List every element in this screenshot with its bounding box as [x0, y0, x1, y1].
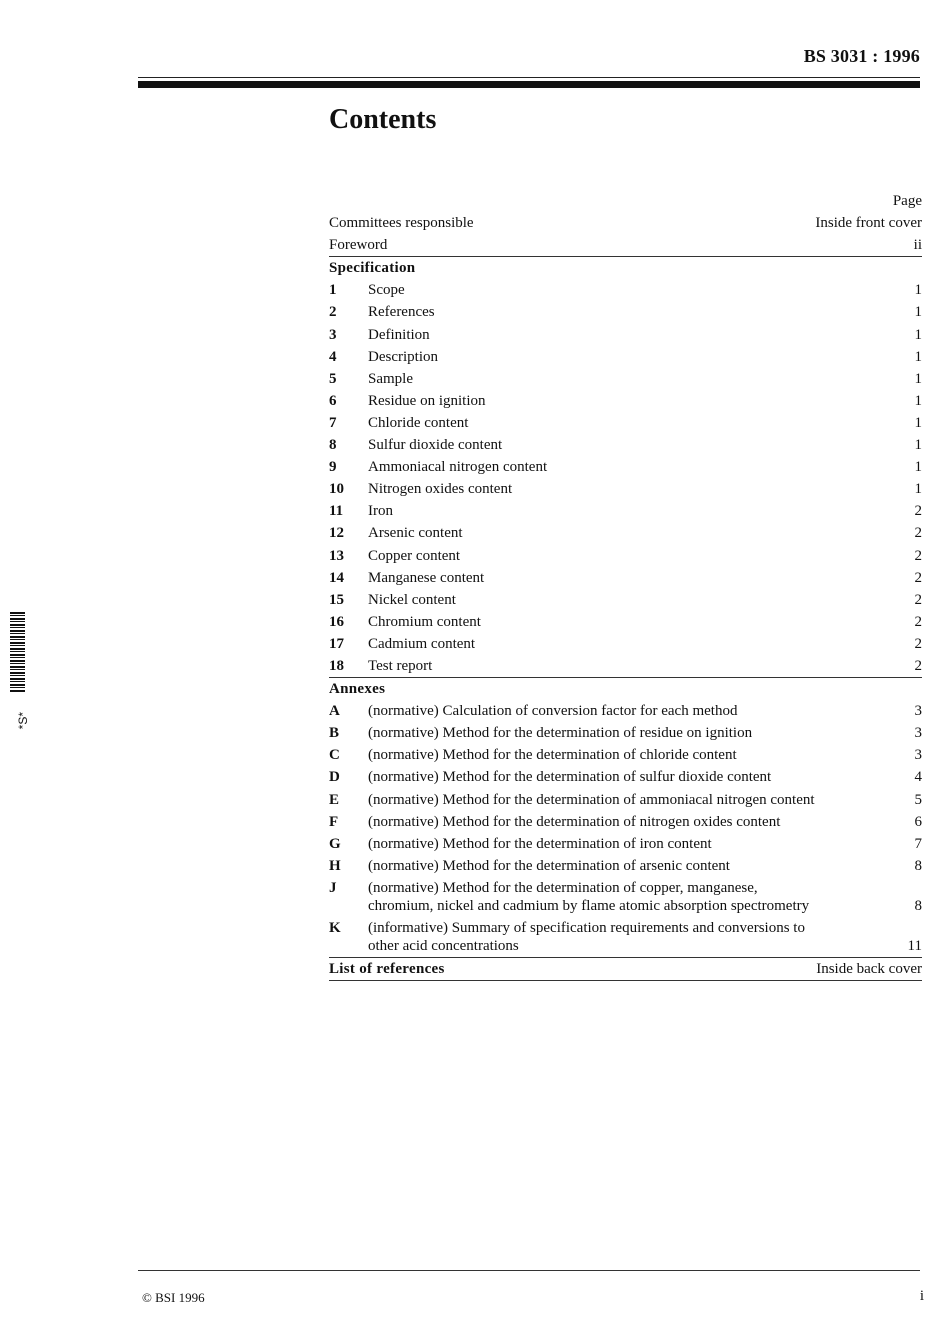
entry-title: Ammoniacal nitrogen content	[368, 459, 548, 476]
entry-number: 15	[329, 591, 344, 608]
page-title: Contents	[329, 104, 437, 135]
toc-entry-annex-k[interactable]	[329, 917, 922, 957]
entry-number: 1	[329, 282, 337, 299]
entry-title: Committees responsible	[329, 215, 474, 232]
entry-number: 4	[329, 348, 337, 365]
entry-title-line-2: other acid concentrations	[368, 937, 519, 954]
entry-title: List of references	[329, 960, 445, 977]
header-rule-thick	[138, 81, 920, 88]
entry-title: Arsenic content	[368, 525, 463, 542]
toc-entry-annex[interactable]	[329, 744, 922, 766]
toc-section-specification	[329, 256, 922, 279]
toc-entry-annex[interactable]	[329, 789, 922, 811]
entry-title: Scope	[368, 282, 405, 299]
entry-page: 6	[914, 813, 922, 830]
toc-entry-clause[interactable]	[329, 412, 922, 434]
document-id: BS 3031 : 1996	[803, 46, 920, 66]
entry-page: 5	[914, 791, 922, 808]
entry-number: 10	[329, 481, 344, 498]
entry-page: 2	[914, 569, 922, 586]
section-heading: Annexes	[329, 681, 386, 698]
entry-page: 1	[914, 304, 922, 321]
entry-title: (normative) Calculation of conversion factor for each method	[368, 703, 738, 720]
entry-page: 1	[914, 326, 922, 343]
entry-page: 2	[914, 525, 922, 542]
toc-section-annexes	[329, 677, 922, 700]
toc-page-heading: Page	[892, 193, 922, 209]
entry-title-line-1: (informative) Summary of specification requirements and conversions to	[368, 919, 805, 936]
entry-number: 6	[329, 392, 337, 409]
entry-title: Chromium content	[368, 613, 481, 630]
entry-title: Manganese content	[368, 569, 485, 586]
entry-page: 3	[914, 725, 922, 742]
entry-page: 2	[914, 591, 922, 608]
margin-barcode	[10, 612, 25, 692]
entry-number: B	[329, 725, 340, 742]
entry-title: Nickel content	[368, 591, 456, 608]
entry-page: 11	[907, 937, 922, 954]
toc-entry-clause[interactable]	[329, 324, 922, 346]
footer-rule	[138, 1270, 920, 1271]
entry-page: 8	[914, 857, 922, 874]
toc-entry-annex-j[interactable]	[329, 877, 922, 917]
toc-entry-clause[interactable]	[329, 500, 922, 522]
entry-number: 3	[329, 326, 337, 343]
toc-entry-annex[interactable]	[329, 766, 922, 788]
entry-number: 9	[329, 459, 337, 476]
footer-page-number: i	[919, 1288, 924, 1304]
entry-number: C	[329, 747, 340, 764]
header-rule-thin	[138, 77, 920, 78]
entry-title-line-2: chromium, nickel and cadmium by flame atomic absorption spectrometry	[368, 897, 810, 914]
toc-entry-clause[interactable]	[329, 655, 922, 677]
entry-number: 14	[329, 569, 344, 586]
entry-number: J	[329, 879, 337, 896]
entry-number: E	[329, 791, 340, 808]
entry-page: 2	[914, 657, 922, 674]
entry-title: Definition	[368, 326, 430, 343]
entry-number: 13	[329, 547, 344, 564]
entry-page: 1	[914, 437, 922, 454]
entry-title-line-1: (normative) Method for the determination of copper, manganese,	[368, 879, 758, 896]
entry-number: 12	[329, 525, 344, 542]
entry-title: Test report	[368, 657, 433, 674]
toc-entry-annex[interactable]	[329, 811, 922, 833]
entry-title: Sulfur dioxide content	[368, 437, 503, 454]
entry-page: 1	[914, 414, 922, 431]
toc-entry-front[interactable]	[329, 212, 922, 234]
entry-page: 4	[914, 769, 922, 786]
entry-title: (normative) Method for the determination of ammoniacal nitrogen content	[368, 791, 815, 808]
entry-title: Chloride content	[368, 414, 469, 431]
entry-page: 3	[914, 747, 922, 764]
entry-title: (normative) Method for the determination of sulfur dioxide content	[368, 769, 772, 786]
entry-number: 7	[329, 414, 337, 431]
toc-entry-clause[interactable]	[329, 611, 922, 633]
toc-entry-clause[interactable]	[329, 279, 922, 301]
entry-page: 2	[914, 547, 922, 564]
entry-number: A	[329, 703, 340, 720]
entry-number: D	[329, 769, 340, 786]
entry-number: F	[329, 813, 339, 830]
toc-entry-references[interactable]	[329, 957, 922, 981]
table-of-contents	[329, 190, 922, 981]
entry-page: 8	[914, 897, 922, 914]
entry-page: 1	[914, 348, 922, 365]
toc-entry-clause[interactable]	[329, 456, 922, 478]
toc-entry-clause[interactable]	[329, 301, 922, 323]
section-heading: Specification	[329, 260, 416, 277]
entry-title: Cadmium content	[368, 635, 476, 652]
toc-entry-front[interactable]	[329, 234, 922, 256]
entry-title: (normative) Method for the determination of residue on ignition	[368, 725, 753, 742]
entry-page: 1	[914, 481, 922, 498]
entry-number: 17	[329, 635, 344, 652]
entry-page: 2	[914, 503, 922, 520]
entry-number: 5	[329, 370, 337, 387]
toc-entry-annex[interactable]	[329, 855, 922, 877]
entry-title: Iron	[368, 503, 393, 520]
toc-entry-clause[interactable]	[329, 390, 922, 412]
toc-entry-clause[interactable]	[329, 522, 922, 544]
entry-number: 2	[329, 304, 337, 321]
entry-title: Description	[368, 348, 438, 365]
entry-title: (normative) Method for the determination of nitrogen oxides content	[368, 813, 781, 830]
entry-title: (normative) Method for the determination of arsenic content	[368, 857, 730, 874]
entry-page: Inside front cover	[815, 215, 922, 232]
toc-entry-clause[interactable]	[329, 633, 922, 655]
toc-entry-clause[interactable]	[329, 545, 922, 567]
entry-title	[368, 919, 892, 955]
entry-page: 7	[914, 835, 922, 852]
toc-entry-clause[interactable]	[329, 434, 922, 456]
entry-title: Copper content	[368, 547, 461, 564]
entry-page: 1	[914, 370, 922, 387]
toc-entry-clause[interactable]	[329, 368, 922, 390]
toc-entry-annex[interactable]	[329, 722, 922, 744]
footer-copyright: © BSI 1996	[142, 1290, 205, 1305]
entry-title: Sample	[368, 370, 413, 387]
entry-number: K	[329, 919, 341, 936]
entry-page: ii	[913, 237, 922, 254]
entry-page: 1	[914, 459, 922, 476]
entry-number: 16	[329, 613, 344, 630]
entry-page: 2	[914, 613, 922, 630]
entry-title: Nitrogen oxides content	[368, 481, 513, 498]
toc-entry-annex[interactable]	[329, 833, 922, 855]
margin-code: *S*	[16, 712, 30, 730]
entry-title: Foreword	[329, 237, 388, 254]
toc-entry-clause[interactable]	[329, 346, 922, 368]
entry-number: 18	[329, 657, 344, 674]
entry-page: 2	[914, 635, 922, 652]
entry-number: H	[329, 857, 341, 874]
entry-number: G	[329, 835, 341, 852]
toc-entry-clause[interactable]	[329, 478, 922, 500]
toc-entry-clause[interactable]	[329, 589, 922, 611]
toc-entry-annex[interactable]	[329, 700, 922, 722]
entry-title: References	[368, 304, 435, 321]
toc-entry-clause[interactable]	[329, 567, 922, 589]
entry-title	[368, 879, 892, 915]
entry-number: 11	[329, 503, 344, 520]
entry-page: 3	[914, 703, 922, 720]
entry-page: 1	[914, 282, 922, 299]
entry-page: Inside back cover	[816, 960, 922, 977]
entry-number: 8	[329, 437, 337, 454]
toc-page-heading-row	[329, 190, 922, 212]
entry-title: (normative) Method for the determination of iron content	[368, 835, 712, 852]
entry-title: (normative) Method for the determination of chloride content	[368, 747, 737, 764]
entry-title: Residue on ignition	[368, 392, 486, 409]
entry-page: 1	[914, 392, 922, 409]
